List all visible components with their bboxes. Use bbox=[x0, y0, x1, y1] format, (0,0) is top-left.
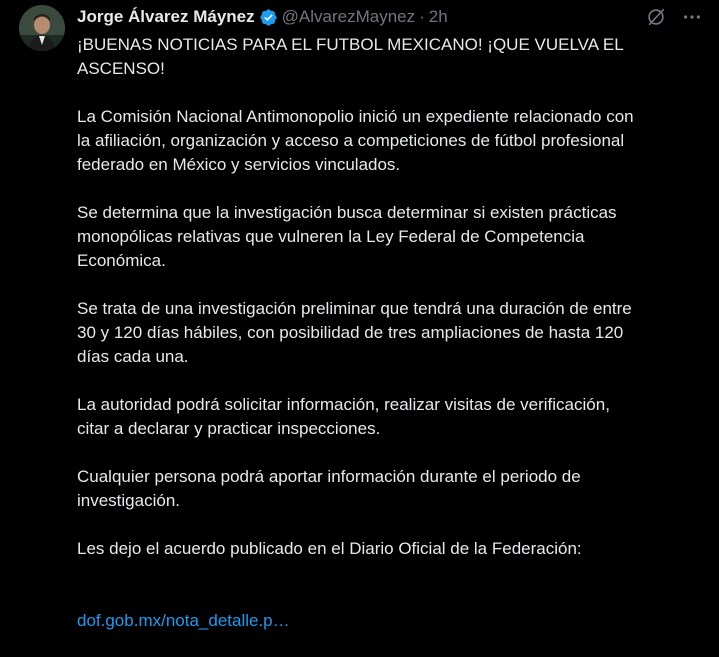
tweet-paragraph: Se trata de una investigación preliminar que tendrá una duración de entre 30 y 120 días hábiles, con posibilidad de tres ampliaciones de hasta 120 días cada una. bbox=[77, 299, 632, 366]
tweet-paragraph: Cualquier persona podrá aportar información durante el periodo de investigación. bbox=[77, 467, 581, 510]
verified-badge-icon[interactable] bbox=[259, 8, 278, 27]
avatar-image bbox=[19, 5, 65, 51]
author-handle[interactable]: @AlvarezMaynez bbox=[281, 7, 416, 26]
tweet-actions bbox=[645, 6, 703, 28]
tweet-link-paragraph bbox=[77, 585, 707, 633]
more-icon[interactable] bbox=[681, 6, 703, 28]
tweet-text bbox=[77, 33, 707, 657]
tweet-header bbox=[77, 5, 448, 29]
tweet-paragraph: Les dejo el acuerdo publicado en el Diario Oficial de la Federación: bbox=[77, 539, 582, 558]
tweet-link[interactable]: dof.gob.mx/nota_detalle.p… bbox=[77, 611, 290, 630]
tweet-paragraph: La autoridad podrá solicitar información, realizar visitas de verificación, citar a declarar y practicar inspecciones. bbox=[77, 395, 610, 438]
tweet-paragraph: Se determina que la investigación busca determinar si existen prácticas monopólicas relativas que vulneren la Ley Federal de Competencia Económica. bbox=[77, 203, 617, 270]
avatar[interactable] bbox=[19, 5, 65, 51]
tweet-timestamp[interactable]: 2h bbox=[428, 7, 448, 26]
tweet-paragraph: La Comisión Nacional Antimonopolio inició un expediente relacionado con la afiliación, organización y acceso a competiciones de fútbol profesional federado en México y servicios vinculados. bbox=[77, 107, 634, 174]
tweet-paragraph: ¡BUENAS NOTICIAS PARA EL FUTBOL MEXICANO! ¡QUE VUELVA EL ASCENSO! bbox=[77, 35, 624, 78]
separator-dot: · bbox=[419, 7, 425, 26]
grok-icon[interactable] bbox=[645, 6, 667, 28]
author-display-name[interactable]: Jorge Álvarez Máynez bbox=[77, 7, 255, 26]
